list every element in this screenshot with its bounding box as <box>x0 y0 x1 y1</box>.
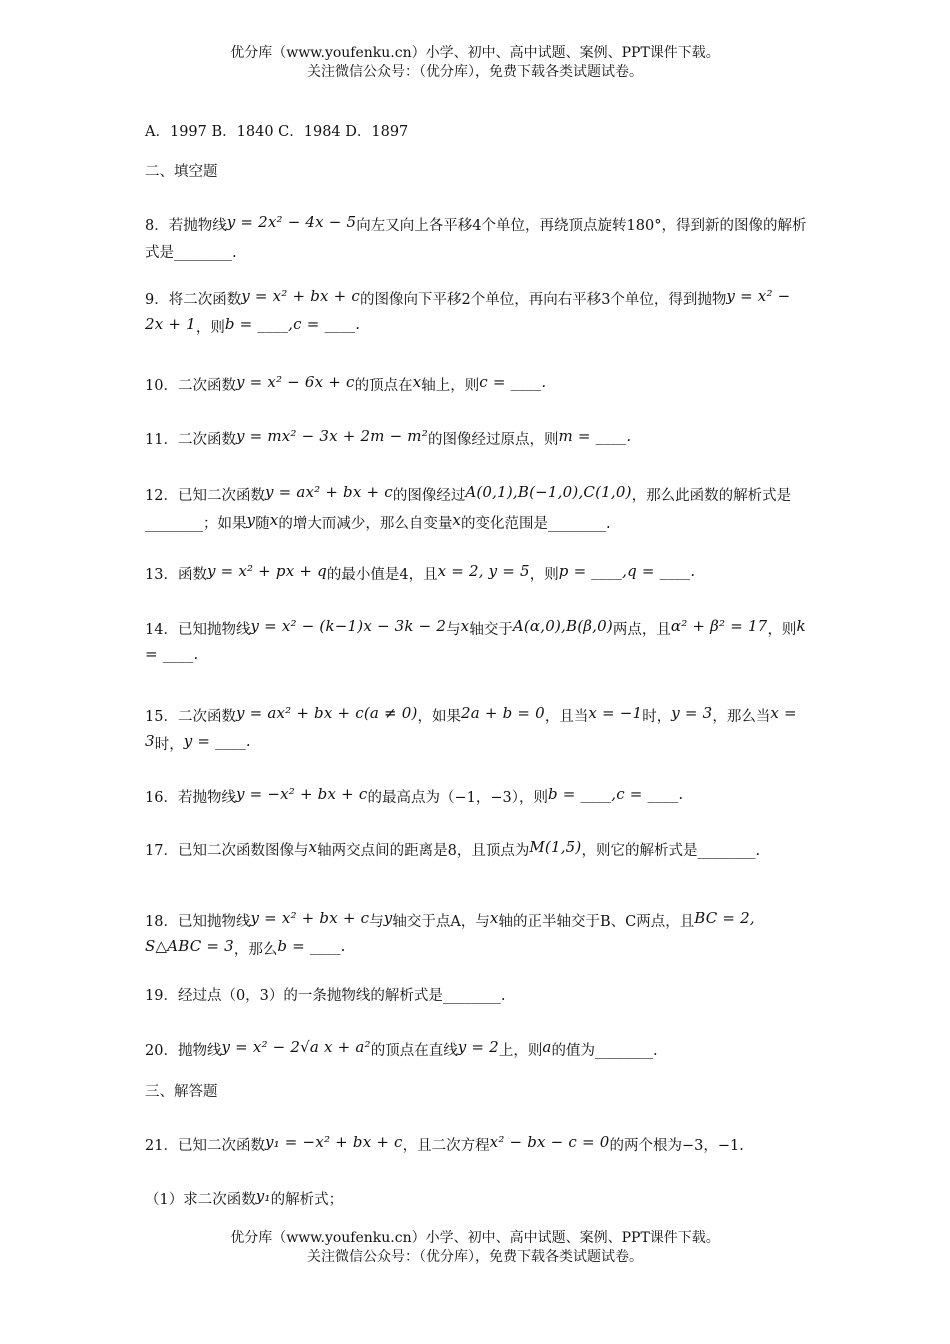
question-11: 11．二次函数y = mx² − 3x + 2m − m²的图像经过原点，则m = ____. <box>145 427 632 448</box>
math-expression: y = x² + bx + c <box>250 909 370 927</box>
math-expression: α² + β² = 17 <box>670 617 768 635</box>
math-expression: x = −1 <box>588 704 643 722</box>
page-header <box>0 44 950 82</box>
math-expression: y₁ = −x² + bx + c <box>264 1133 403 1151</box>
math-expression: y₁ <box>255 1187 271 1205</box>
math-expression: p = ____,q = ____. <box>558 562 696 580</box>
math-expression: x <box>412 373 422 391</box>
math-expression: y <box>246 511 256 529</box>
question-13: 13．函数y = x² + px + q的最小值是4，且x = 2, y = 5，则p = ____,q = ____. <box>145 562 696 583</box>
math-expression: y = x² + px + q <box>206 562 327 580</box>
math-expression: y = 3 <box>671 704 713 722</box>
math-expression: b = ____. <box>277 937 346 955</box>
math-expression: M(1,5) <box>529 838 582 856</box>
math-expression: x <box>460 617 470 635</box>
question-17: 17．已知二次函数图像与x轴两交点间的距离是8，且顶点为M(1,5)，则它的解析式是________. <box>145 838 761 859</box>
math-expression: BC = 2, S△ABC = 3 <box>145 909 755 955</box>
question-18: 18．已知抛物线y = x² + bx + c与y轴交于点A，与x轴的正半轴交于B、C两点，且BC = 2, S△ABC = 3，那么b = ____. <box>145 909 755 958</box>
question-15: 15．二次函数y = ax² + bx + c(a ≠ 0)，如果2a + b = 0，且当x = −1时，y = 3，那么当x = 3时，y = ____. <box>145 704 797 753</box>
question-21-part-1: （1）求二次函数y₁的解析式； <box>145 1187 344 1208</box>
footer-line-2: 关注微信公众号：（优分库），免费下载各类试题试卷。 <box>307 1249 643 1265</box>
math-expression: x² − bx − c = 0 <box>489 1133 610 1151</box>
math-expression: A(0,1),B(−1,0),C(1,0) <box>465 483 632 501</box>
header-line-2: 关注微信公众号：（优分库），免费下载各类试题试卷。 <box>307 64 643 80</box>
math-expression: a <box>542 1038 552 1056</box>
math-expression: b = ____,c = ____. <box>547 785 684 803</box>
math-expression: y = mx² − 3x + 2m − m² <box>235 427 428 445</box>
math-expression: x = 3 <box>145 704 797 750</box>
math-expression: y = x² − 6x + c <box>235 373 355 391</box>
math-expression: y = ax² + bx + c <box>264 483 393 501</box>
math-expression: y = x² − (k−1)x − 3k − 2 <box>250 617 447 635</box>
footer-line-1: 优分库（www.youfenku.cn）小学、初中、高中试题、案例、PPT课件下载。 <box>230 1230 720 1246</box>
math-expression: y = x² − 2√a x + a² <box>221 1038 371 1056</box>
math-expression: y = x² − 2x + 1 <box>145 287 791 333</box>
question-14: 14．已知抛物线y = x² − (k−1)x − 3k − 2与x轴交于A(α,0),B(β,0)两点，且α² + β² = 17，则k = ____. <box>145 617 806 663</box>
section-title-answer: 三、解答题 <box>145 1084 218 1100</box>
section-title-fill-blank: 二、填空题 <box>145 164 218 180</box>
math-expression: y <box>383 909 393 927</box>
math-expression: b = ____,c = ____. <box>224 315 361 333</box>
question-20: 20．抛物线y = x² − 2√a x + a²的顶点在直线y = 2上，则a的值为________. <box>145 1038 658 1059</box>
math-expression: y = 2 <box>457 1038 499 1056</box>
math-expression: x <box>269 511 279 529</box>
math-expression: y = −x² + bx + c <box>235 785 368 803</box>
question-21: 21．已知二次函数y₁ = −x² + bx + c，且二次方程x² − bx − c = 0的两个根为−3，−1. <box>145 1133 744 1154</box>
math-expression: m = ____. <box>558 427 632 445</box>
question-16: 16．若抛物线y = −x² + bx + c的最高点为（−1，−3），则b = ____,c = ____. <box>145 785 684 806</box>
math-expression: 2a + b = 0 <box>461 704 545 722</box>
math-expression: x <box>308 838 318 856</box>
options-line: A．1997 B．1840 C．1984 D．1897 <box>145 124 409 140</box>
question-19: 19．经过点（0，3）的一条抛物线的解析式是________. <box>145 988 506 1004</box>
math-expression: y = ax² + bx + c(a ≠ 0) <box>235 704 418 722</box>
math-expression: x <box>489 909 499 927</box>
math-expression: y = x² + bx + c <box>241 287 360 305</box>
math-expression: x <box>452 511 462 529</box>
math-expression: c = ____. <box>479 373 547 391</box>
math-expression: k = ____. <box>145 617 806 663</box>
math-expression: y = 2x² − 4x − 5 <box>226 213 357 231</box>
math-expression: A(α,0),B(β,0) <box>512 617 613 635</box>
question-8: 8．若抛物线y = 2x² − 4x − 5向左又向上各平移4个单位，再绕顶点旋转180°，得到新的图像的解析式是________. <box>145 213 807 261</box>
question-12: 12．已知二次函数y = ax² + bx + c的图像经过A(0,1),B(−1,0),C(1,0)，那么此函数的解析式是________；如果y随x的增大而减少，那么自变量x的变化范围是________. <box>145 483 792 532</box>
page-footer <box>0 1229 950 1267</box>
math-expression: x = 2, y = 5 <box>437 562 530 580</box>
header-line-1: 优分库（www.youfenku.cn）小学、初中、高中试题、案例、PPT课件下载。 <box>230 45 720 61</box>
question-9: 9．将二次函数y = x² + bx + c的图像向下平移2个单位，再向右平移3个单位，得到抛物y = x² − 2x + 1，则b = ____,c = ____. <box>145 287 791 336</box>
question-10: 10．二次函数y = x² − 6x + c的顶点在x轴上，则c = ____. <box>145 373 547 394</box>
math-expression: y = ____. <box>183 732 251 750</box>
